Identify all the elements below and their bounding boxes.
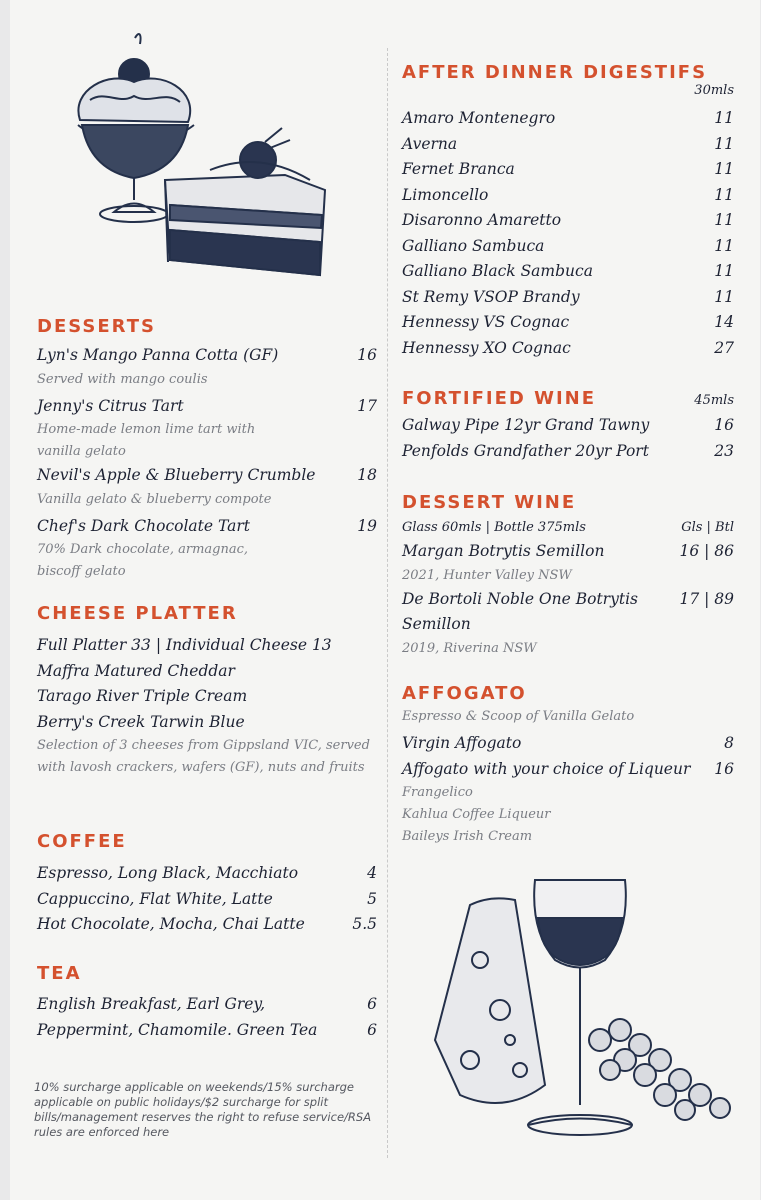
item-price: 11: [714, 185, 734, 204]
dessert-item: [37, 514, 377, 540]
dessert-wine-item: [402, 587, 734, 638]
dessert-wine-sizes: Glass 60mls | Bottle 375mls: [402, 520, 586, 535]
item-price: 6: [367, 995, 377, 1013]
fortified-list: [402, 413, 734, 464]
item-name: Cappuccino, Flat White, Latte: [37, 889, 273, 908]
item-price: 11: [714, 109, 734, 127]
wine-cheese-illustration: [420, 870, 740, 1150]
item-name: Limoncello: [402, 185, 489, 204]
item-name: Averna: [402, 134, 458, 153]
digestifs-unit: 30mls: [694, 83, 734, 98]
item-name: English Breakfast, Earl Grey,: [37, 995, 266, 1013]
dessert-wine-sizes-row: [402, 517, 734, 539]
item-name: Jenny's Citrus Tart: [37, 396, 184, 415]
item-price: 5.5: [352, 915, 377, 933]
item-name: Nevil's Apple & Blueberry Crumble: [37, 466, 316, 484]
digestif-item: [402, 208, 734, 234]
column-divider: [387, 48, 388, 1158]
dessert-wine-list: [402, 517, 734, 660]
item-price: 17 | 89: [679, 589, 734, 608]
item-price: 11: [714, 160, 734, 178]
affogato-item: [402, 731, 734, 757]
item-name: Amaro Montenegro: [402, 109, 556, 127]
item-description: Home-made lemon lime tart with vanilla gelato: [37, 422, 256, 459]
item-price: 8: [724, 734, 734, 752]
item-name: Espresso, Long Black, Macchiato: [37, 864, 299, 882]
item-name: Chef's Dark Chocolate Tart: [37, 516, 251, 535]
fortified-heading: FORTIFIED WINE: [402, 388, 597, 409]
tea-heading: TEA: [37, 963, 82, 984]
dessert-item: [37, 463, 377, 489]
cheese-item: Tarago River Triple Cream: [37, 687, 248, 705]
item-price: 5: [367, 889, 377, 908]
digestif-item: [402, 259, 734, 285]
liqueur-option: Frangelico: [402, 785, 473, 800]
item-price: 16: [714, 759, 734, 778]
item-name: Disaronno Amaretto: [402, 211, 562, 229]
item-price: 19: [357, 516, 377, 535]
item-price: 23: [714, 441, 734, 460]
digestif-item: [402, 183, 734, 209]
coffee-item: [37, 912, 377, 938]
item-price: 18: [357, 466, 377, 484]
coffee-item: [37, 887, 377, 913]
tea-list: [37, 992, 377, 1043]
cheese-description: Selection of 3 cheeses from Gippsland VIC, served with lavosh crackers, wafers (GF), nuts and fruits: [37, 738, 370, 775]
dessert-item: [37, 343, 377, 369]
fortified-unit: 45mls: [694, 393, 734, 408]
tea-item: [37, 1018, 377, 1044]
coffee-list: [37, 861, 377, 938]
coffee-heading: COFFEE: [37, 831, 127, 852]
fortified-item: [402, 439, 734, 465]
item-name: Hennessy VS Cognac: [402, 313, 570, 331]
item-price: 11: [714, 134, 734, 153]
cheese-pricing: Full Platter 33 | Individual Cheese 13: [37, 636, 332, 654]
dessert-wine-item: [402, 539, 734, 565]
digestif-item: [402, 310, 734, 336]
item-name: Galliano Sambuca: [402, 236, 545, 255]
item-name: Galway Pipe 12yr Grand Tawny: [402, 416, 650, 434]
item-name: St Remy VSOP Brandy: [402, 287, 580, 306]
item-name: Penfolds Grandfather 20yr Port: [402, 441, 649, 460]
item-description: Vanilla gelato & blueberry compote: [37, 491, 272, 507]
item-price: 11: [714, 236, 734, 255]
item-price: 6: [367, 1020, 377, 1039]
affogato-list: [402, 706, 734, 848]
item-price: 16 | 86: [679, 542, 734, 560]
item-price: 11: [714, 262, 734, 280]
dessert-item: [37, 394, 377, 420]
desserts-heading: DESSERTS: [37, 316, 156, 337]
digestif-item: [402, 157, 734, 183]
desserts-list: [37, 343, 377, 583]
cheese-item: Berry's Creek Tarwin Blue: [37, 712, 245, 731]
item-price: 11: [714, 211, 734, 229]
item-name: De Bortoli Noble One Botrytis Semillon: [402, 589, 638, 633]
cheese-item: Maffra Matured Cheddar: [37, 661, 235, 680]
coffee-item: [37, 861, 377, 887]
item-price: 27: [714, 338, 734, 357]
item-name: Lyn's Mango Panna Cotta (GF): [37, 346, 279, 364]
item-name: Hot Chocolate, Mocha, Chai Latte: [37, 915, 305, 933]
item-description: 2021, Hunter Valley NSW: [402, 567, 572, 583]
cheese-list: [37, 633, 377, 779]
item-name: Affogato with your choice of Liqueur: [402, 759, 691, 778]
digestifs-list: [402, 106, 734, 361]
item-name: Fernet Branca: [402, 160, 515, 178]
cheese-heading: CHEESE PLATTER: [37, 603, 238, 624]
item-name: Virgin Affogato: [402, 734, 522, 752]
item-name: Hennessy XO Cognac: [402, 338, 571, 357]
liqueur-option: Kahlua Coffee Liqueur: [402, 807, 551, 822]
digestif-item: [402, 285, 734, 311]
digestif-item: [402, 234, 734, 260]
affogato-description: Espresso & Scoop of Vanilla Gelato: [402, 709, 635, 724]
item-price: 14: [714, 313, 734, 331]
item-price: 11: [714, 287, 734, 306]
item-price: 4: [367, 864, 377, 882]
tea-item: [37, 992, 377, 1018]
affogato-heading: AFFOGATO: [402, 683, 527, 704]
liqueur-option: Baileys Irish Cream: [402, 829, 533, 844]
dessert-wine-columns: Gls | Btl: [681, 520, 734, 535]
item-price: 16: [357, 346, 377, 364]
item-price: 16: [714, 416, 734, 434]
fortified-item: [402, 413, 734, 439]
item-description: Served with mango coulis: [37, 371, 208, 387]
digestif-item: [402, 132, 734, 158]
sundae-cake-illustration: [70, 30, 330, 290]
item-description: 2019, Riverina NSW: [402, 640, 537, 656]
item-name: Galliano Black Sambuca: [402, 262, 593, 280]
surcharge-note: 10% surcharge applicable on weekends/15% surcharge applicable on public holidays/$2 surcharge for split bills/management reserves the right to refuse service/RSA rules are enforced here: [34, 1080, 372, 1139]
item-price: 17: [357, 396, 377, 415]
digestif-item: [402, 106, 734, 132]
affogato-item: [402, 757, 734, 783]
digestifs-heading: AFTER DINNER DIGESTIFS: [402, 62, 708, 83]
item-name: Peppermint, Chamomile. Green Tea: [37, 1020, 318, 1039]
dessert-wine-heading: DESSERT WINE: [402, 492, 577, 513]
item-description: 70% Dark chocolate, armagnac, biscoff gelato: [37, 542, 249, 579]
item-name: Margan Botrytis Semillon: [402, 542, 605, 560]
digestif-item: [402, 336, 734, 362]
